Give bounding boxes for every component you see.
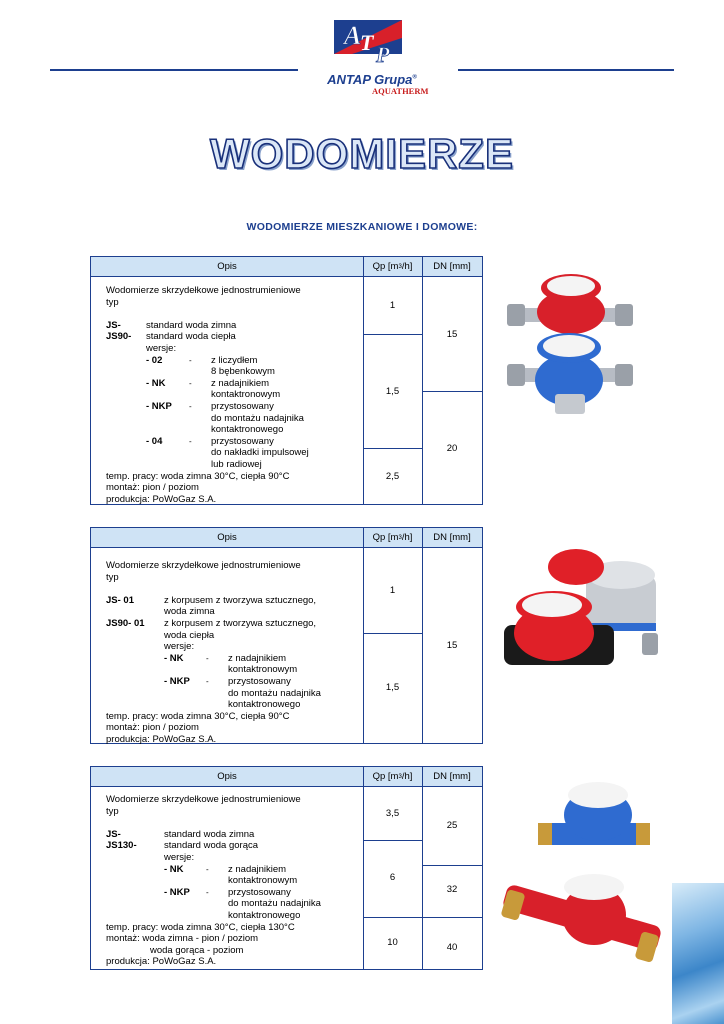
description-text: JS- 01 xyxy=(106,594,134,606)
header-rule-right xyxy=(458,69,674,71)
qp-value: 3,5 xyxy=(385,808,400,819)
description-text: do montażu nadajnika xyxy=(211,412,304,424)
description-text: przystosowany xyxy=(228,886,291,898)
description-text: - xyxy=(189,355,192,365)
description-text: temp. pracy: woda zimna 30°C, ciepła 130°C xyxy=(106,921,295,933)
description-text: JS90- xyxy=(106,331,132,343)
col-opis: Opis xyxy=(91,257,363,277)
svg-text:A: A xyxy=(344,21,362,50)
description-text: - NKP xyxy=(146,400,172,412)
description-text: do nakładki impulsowej xyxy=(211,447,309,459)
description-text: standard woda ciepła xyxy=(146,331,236,343)
section-subtitle: WODOMIERZE MIESZKANIOWE I DOMOWE: xyxy=(246,221,478,233)
brand-name: ANTAP Grupa® xyxy=(327,72,417,87)
description-text: przystosowany xyxy=(228,675,291,687)
description-text: 8 bębenkowym xyxy=(211,366,275,378)
description-text: - NK xyxy=(146,377,166,389)
col-opis: Opis xyxy=(91,528,363,548)
col-qp: Qp [m 3 /h] xyxy=(363,767,422,787)
col-dn: DN [mm] xyxy=(422,767,482,787)
description-text: produkcja: PoWoGaz S.A. xyxy=(106,493,217,505)
description-text: kontaktronowego xyxy=(228,699,301,711)
description-text: kontaktronowym xyxy=(211,389,281,401)
description-text: wersje: xyxy=(164,641,195,653)
description-text: - xyxy=(206,887,209,897)
qp-value: 10 xyxy=(387,937,398,948)
description-text: montaż: pion / poziom xyxy=(106,482,199,494)
description-text: kontaktronowym xyxy=(228,875,298,887)
description-text: - xyxy=(206,653,209,663)
description-text: typ xyxy=(106,571,119,583)
description-text: JS- xyxy=(106,828,121,840)
description-text: - NK xyxy=(164,863,184,875)
dn-value: 32 xyxy=(446,884,458,895)
description-text: - 04 xyxy=(146,435,163,447)
description-text: typ xyxy=(106,805,119,817)
qp-value: 1,5 xyxy=(385,386,400,397)
description-text: produkcja: PoWoGaz S.A. xyxy=(106,956,217,968)
description-text: woda zimna xyxy=(164,606,215,618)
description-text: - xyxy=(206,676,209,686)
qp-value: 1 xyxy=(389,300,396,311)
description-text: z korpusem z tworzywa sztucznego, xyxy=(164,594,317,606)
qp-value: 1,5 xyxy=(385,682,400,693)
description-text: Wodomierze skrzydełkowe jednostrumieniowe xyxy=(106,794,301,805)
description-text: przystosowany xyxy=(211,435,274,447)
dn-value: 40 xyxy=(446,942,458,953)
col-dn: DN [mm] xyxy=(422,528,482,548)
header-rule-left xyxy=(50,69,298,71)
water-meter-image-1 xyxy=(505,268,635,418)
description-text: JS90- 01 xyxy=(106,617,145,629)
description-text: woda gorąca - poziom xyxy=(150,944,244,956)
description-text: z liczydłem xyxy=(211,354,258,366)
description-text: Wodomierze skrzydełkowe jednostrumieniowe xyxy=(106,285,301,296)
description-text: - xyxy=(189,401,192,411)
meter-table-1 xyxy=(90,256,483,505)
description-text: temp. pracy: woda zimna 30°C, ciepła 90°C xyxy=(106,470,290,482)
water-meter-image-3 xyxy=(498,775,668,980)
page-title: WODOMIERZE xyxy=(210,130,514,177)
col-qp: Qp [m 3 /h] xyxy=(363,528,422,548)
col-dn: DN [mm] xyxy=(422,257,482,277)
description-text: montaż: woda zimna - pion / poziom xyxy=(106,933,259,945)
description-text: - NKP xyxy=(164,886,190,898)
description-text: do montażu nadajnika xyxy=(228,898,321,910)
atp-logo xyxy=(330,14,406,66)
description-text: przystosowany xyxy=(211,400,274,412)
dn-value: 20 xyxy=(446,443,458,454)
description-text: z nadajnikiem xyxy=(228,863,287,875)
qp-value: 2,5 xyxy=(385,471,400,482)
svg-text:P: P xyxy=(376,42,390,66)
description-text: z nadajnikiem xyxy=(228,652,287,664)
description-text: - 02 xyxy=(146,354,163,366)
brand-sub: AQUATHERM xyxy=(372,86,429,96)
col-opis: Opis xyxy=(91,767,363,787)
description-text: - NK xyxy=(164,652,184,664)
meter-table-2 xyxy=(90,527,483,744)
description-text: Wodomierze skrzydełkowe jednostrumieniowe xyxy=(106,560,301,571)
description-text: standard woda zimna xyxy=(164,828,255,840)
description-text: z korpusem z tworzywa sztucznego, xyxy=(164,617,317,629)
description-text: JS- xyxy=(106,319,121,331)
decorative-water-corner xyxy=(672,883,724,1024)
description-text: lub radiowej xyxy=(211,458,262,470)
description-text: kontaktronowym xyxy=(228,664,298,676)
qp-value: 6 xyxy=(389,872,396,883)
description-text: kontaktronowego xyxy=(228,909,301,921)
description-text: montaż: pion / poziom xyxy=(106,722,199,734)
description-text: - xyxy=(189,436,192,446)
col-qp: Qp [m 3 /h] xyxy=(363,257,422,277)
description-text: JS130- xyxy=(106,840,137,852)
water-meter-image-2 xyxy=(494,545,664,690)
description-text: produkcja: PoWoGaz S.A. xyxy=(106,733,217,745)
description-text: woda ciepła xyxy=(164,629,215,641)
description-text: - NKP xyxy=(164,675,190,687)
svg-text:T: T xyxy=(360,30,374,55)
description-text: standard woda zimna xyxy=(146,319,237,331)
description-text: standard woda gorąca xyxy=(164,840,259,852)
description-text: kontaktronowego xyxy=(211,424,284,436)
description-text: do montażu nadajnika xyxy=(228,687,321,699)
description-text: wersje: xyxy=(146,342,177,354)
dn-value: 25 xyxy=(446,820,458,831)
description-text: typ xyxy=(106,296,119,308)
meter-table-3 xyxy=(90,766,483,970)
dn-value: 15 xyxy=(446,640,458,651)
dn-value: 15 xyxy=(446,329,458,340)
description-text: temp. pracy: woda zimna 30°C, ciepła 90°C xyxy=(106,710,290,722)
description-text: z nadajnikiem xyxy=(211,377,270,389)
description-text: wersje: xyxy=(164,851,195,863)
description-text: - xyxy=(189,378,192,388)
description-text: - xyxy=(206,864,209,874)
qp-value: 1 xyxy=(389,585,396,596)
